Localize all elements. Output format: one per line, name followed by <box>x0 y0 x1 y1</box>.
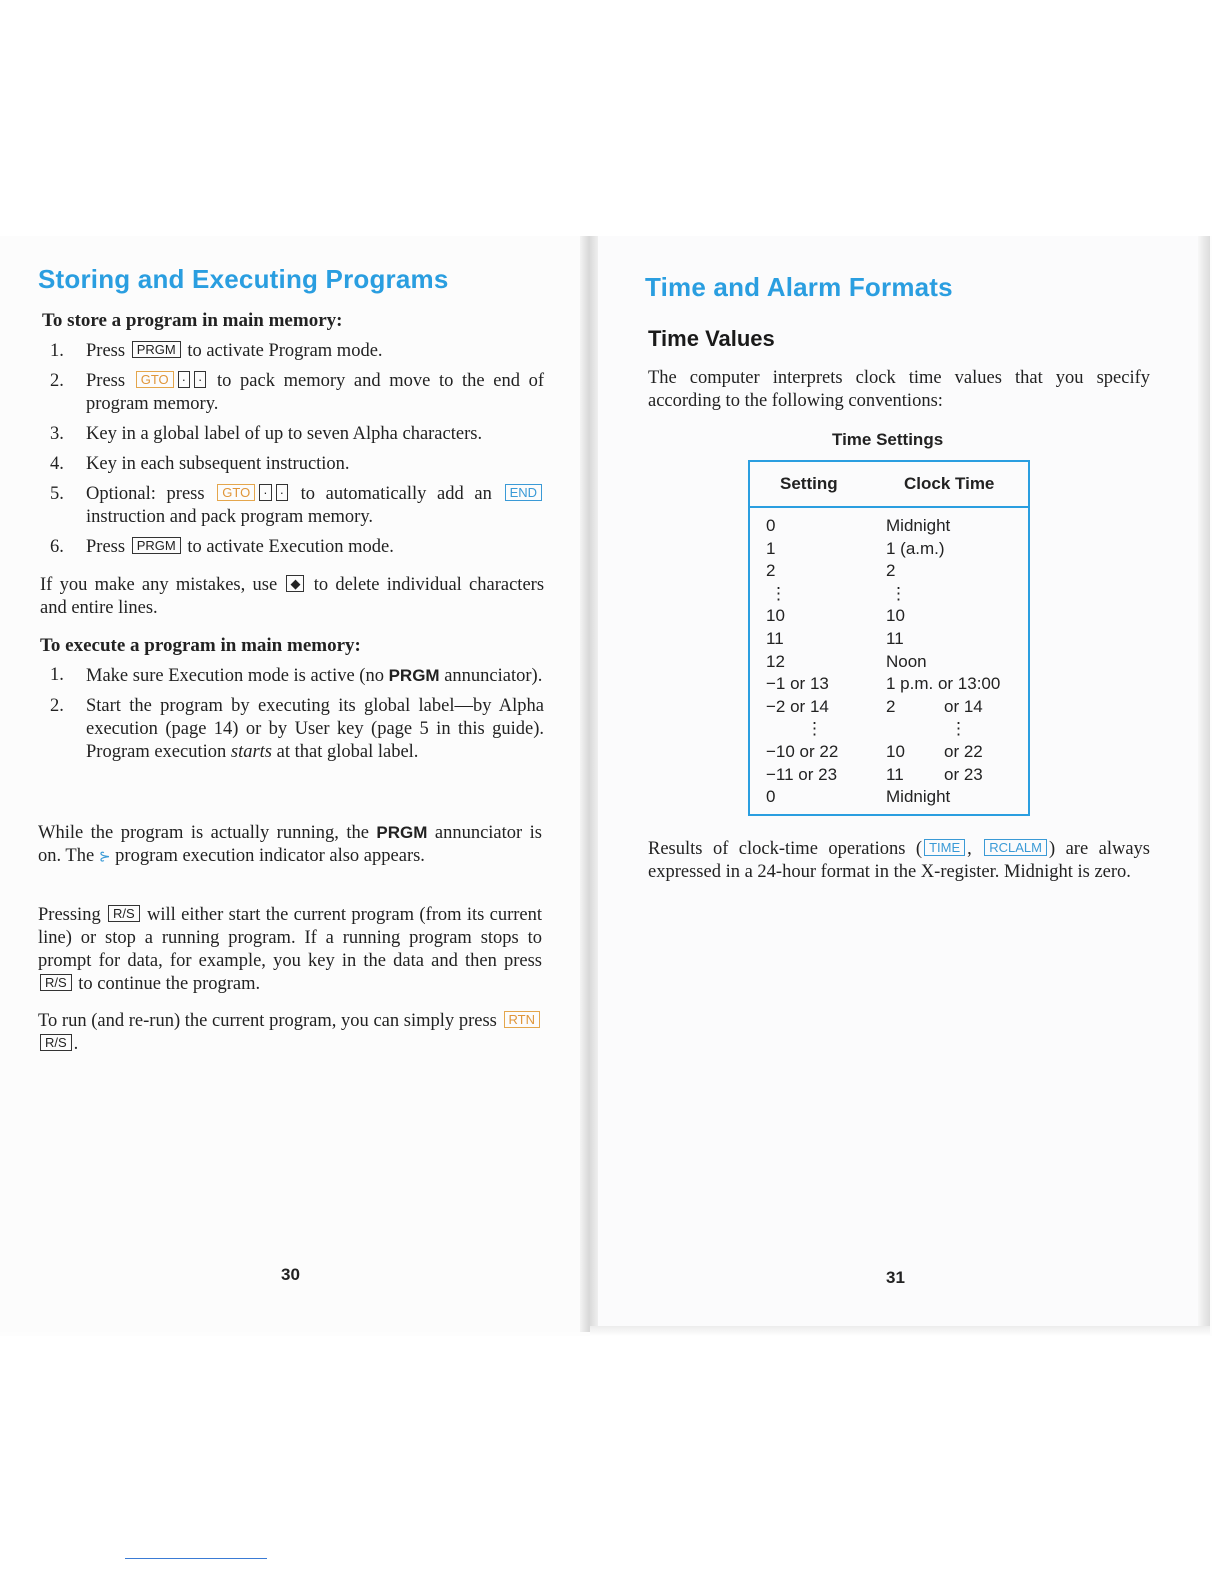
table-row: −10 or 22 10 or 22 <box>766 742 983 761</box>
backspace-key: ◆ <box>286 575 304 592</box>
end-key: END <box>505 484 542 501</box>
rerun-paragraph: To run (and re-run) the current program, you can simply press RTNR/S . <box>38 1010 542 1056</box>
store-step: 3. Key in a global label of up to seven Alpha characters. <box>50 424 483 444</box>
store-step: 2. Press GTO · · to pack memory and move to the end of program memory. <box>50 371 545 414</box>
rclalm-key: RCLALM <box>984 839 1047 856</box>
page-number-right: 31 <box>886 1268 905 1287</box>
table-row: 11 11 <box>766 629 904 648</box>
running-paragraph: While the program is actually running, the PRGM annunciator is on. The ⊱ program execution indicator also appears. <box>38 823 543 866</box>
table-row: 0 Midnight <box>766 787 951 807</box>
page-gutter <box>580 236 598 1332</box>
scan-artifact-line <box>125 1558 267 1559</box>
prgm-key: PRGM <box>132 537 181 554</box>
dot-key: · <box>276 484 288 501</box>
time-key: TIME <box>924 839 965 856</box>
table-row: ⋮ ⋮ <box>806 719 967 739</box>
table-row: −11 or 23 11 or 23 <box>766 764 983 784</box>
table-row: 10 10 <box>766 606 905 626</box>
header-clock-time: Clock Time <box>904 474 995 493</box>
time-values-subhead: Time Values <box>648 326 775 351</box>
store-step: 4. Key in each subsequent instruction. <box>50 454 350 474</box>
store-step: 6. Press PRGM to activate Execution mode. <box>50 537 394 557</box>
table-row: 1 1 (a.m.) <box>766 538 945 558</box>
time-settings-table <box>748 460 1030 816</box>
table-caption: Time Settings <box>832 430 944 449</box>
prgm-key: PRGM <box>132 341 181 358</box>
pressing-paragraph: Pressing R/S will either start the current program (from its current line) or stop a running program. If a running program stops to prompt for data, for example, you key in the data and then press R/S to continue the program. <box>38 905 543 994</box>
results-paragraph: Results of clock-time operations ( TIME , RCLALM ) are always expressed in a 24-hour format in the X-register. Midnight is zero. <box>648 839 1151 882</box>
rs-key: R/S <box>108 905 140 922</box>
store-step: 5. Optional: press GTO · · to automatically add an END instruction and pack program memory. <box>40 483 544 529</box>
execution-indicator-icon: ⊱ <box>98 848 111 864</box>
dot-key: · <box>259 484 271 501</box>
table-header <box>750 462 1028 508</box>
gto-key: GTO <box>217 484 255 501</box>
page-number-left: 30 <box>281 1265 300 1284</box>
mistakes-paragraph: If you make any mistakes, use ◆ to delete individual characters and entire lines. <box>40 575 545 618</box>
store-subhead: To store a program in main memory: <box>42 310 343 331</box>
table-row: −1 or 13 1 p.m. or 13:00 <box>766 674 1001 694</box>
right-page-title: Time and Alarm Formats <box>645 272 953 302</box>
table-row: 12 Noon <box>766 651 927 671</box>
table-row: −2 or 14 2 or 14 <box>766 696 983 716</box>
rtn-key: RTN <box>504 1011 540 1028</box>
dot-key: · <box>178 371 190 388</box>
intro-paragraph: The computer interprets clock time values that you specify according to the following conventions: <box>648 368 1150 411</box>
dot-key: · <box>194 371 206 388</box>
exec-steps-list <box>40 664 544 771</box>
page-edge <box>1198 236 1210 1336</box>
table-row: ⋮ ⋮ <box>770 583 907 603</box>
store-step: 1. Press PRGM to activate Program mode. <box>50 341 383 361</box>
exec-step: 2. Start the program by executing its global label—by Alpha execution (page 14) or by User key (page 5 in this guide). Program execution starts at that global label. <box>50 696 544 762</box>
table-row: 0 Midnight <box>766 516 951 535</box>
exec-subhead: To execute a program in main memory: <box>40 635 361 656</box>
header-setting: Setting <box>780 474 838 493</box>
page-bottom-shadow <box>590 1326 1210 1336</box>
rs-key: R/S <box>40 1034 72 1051</box>
gto-key: GTO <box>136 371 174 388</box>
rs-key: R/S <box>40 974 72 991</box>
table-row: 2 2 <box>766 561 896 581</box>
exec-step: 1. Make sure Execution mode is active (no PRGM annunciator). <box>50 665 543 686</box>
left-page-title: Storing and Executing Programs <box>38 264 449 294</box>
store-steps-list <box>40 340 544 566</box>
